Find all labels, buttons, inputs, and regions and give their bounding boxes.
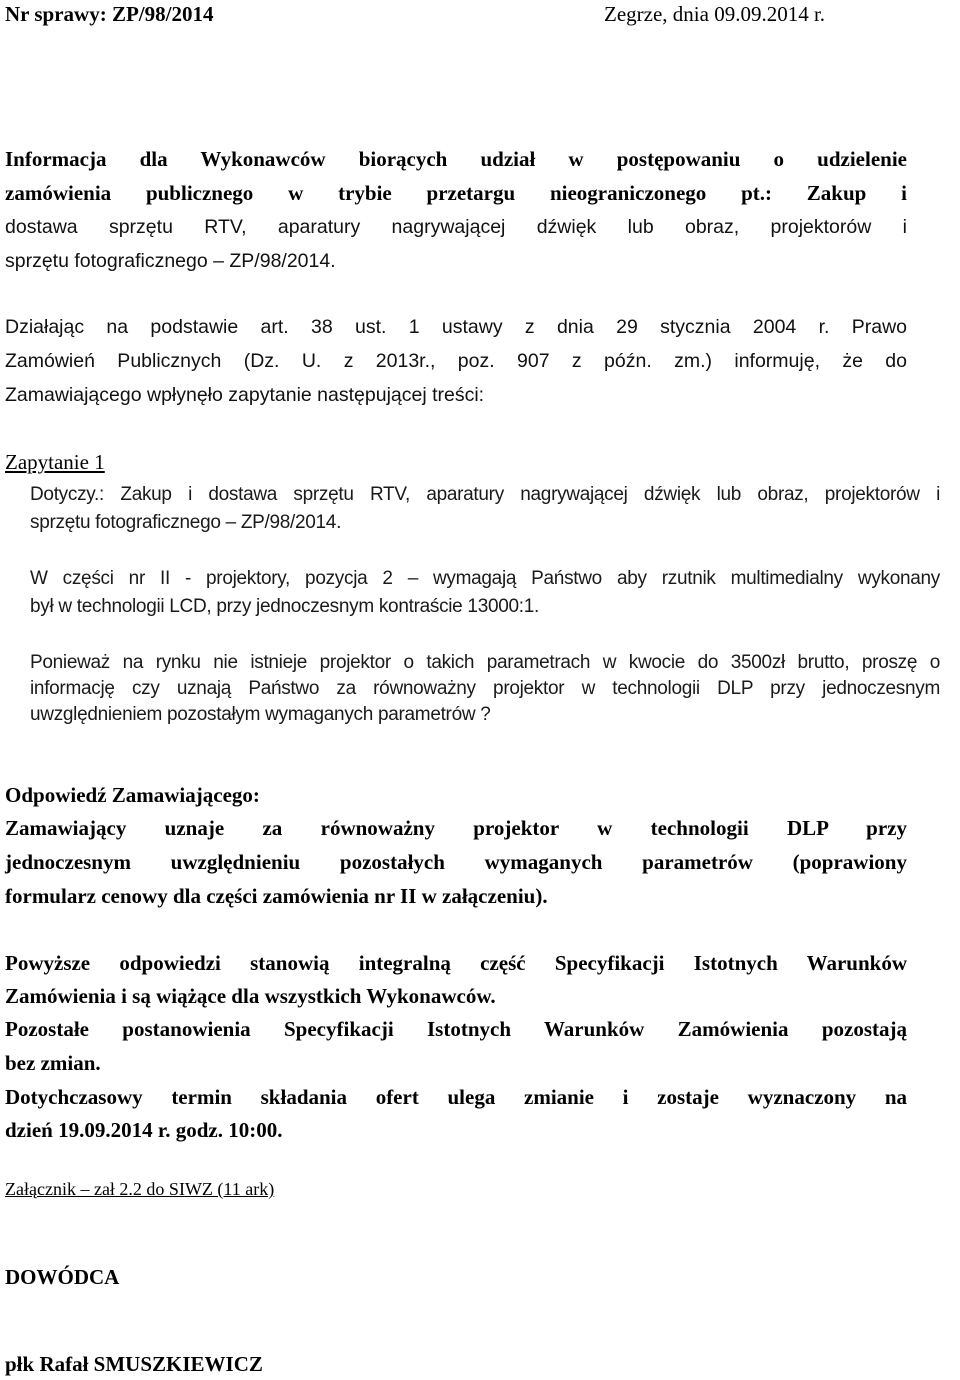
- scan-line: był w technologii LCD, przy jednoczesnym kontraście 13000:1.: [30, 596, 539, 617]
- closing-line: Dotychczasowy termin składania ofert ulega zmianie i zostaje wyznaczony na: [5, 1085, 907, 1109]
- title-line: zamówienia publicznego w trybie przetargu nieograniczonego pt.: Zakup i: [5, 181, 907, 205]
- place-date: Zegrze, dnia 09.09.2014 r.: [604, 2, 826, 26]
- closing-line: Zamówienia i są wiążące dla wszystkich Wykonawców.: [5, 984, 496, 1008]
- answer-line: formularz cenowy dla części zamówienia nr II w załączeniu).: [5, 884, 548, 908]
- closing-line: bez zmian.: [5, 1051, 101, 1075]
- intro-line: Działając na podstawie art. 38 ust. 1 ustawy z dnia 29 stycznia 2004 r. Prawo: [5, 316, 907, 338]
- closing-line: dzień 19.09.2014 r. godz. 10:00.: [5, 1118, 283, 1142]
- answer-heading: Odpowiedź Zamawiającego:: [5, 783, 260, 807]
- signature-role: DOWÓDCA: [5, 1265, 120, 1289]
- scan-line: informację czy uznają Państwo za równoważny projektor w technologii DLP przy jednoczesnym: [30, 678, 940, 699]
- scanned-inquiry: [20, 476, 955, 738]
- answer-line: Zamawiający uznaje za równoważny projektor w technologii DLP przy: [5, 816, 907, 840]
- case-number: Nr sprawy: ZP/98/2014: [5, 2, 214, 26]
- intro-line: Zamówień Publicznych (Dz. U. z 2013r., poz. 907 z późn. zm.) informuję, że do: [5, 350, 907, 372]
- scan-line: uwzględnieniem pozostałym wymaganych parametrów ?: [30, 704, 491, 725]
- attachment-link[interactable]: Załącznik – zał 2.2 do SIWZ (11 ark): [5, 1179, 275, 1199]
- answer-line: jednoczesnym uwzględnieniu pozostałych wymaganych parametrów (poprawiony: [5, 850, 907, 874]
- intro-line: Zamawiającego wpłynęło zapytanie następującej treści:: [5, 384, 485, 406]
- scan-line: Ponieważ na rynku nie istnieje projektor o takich parametrach w kwocie do 3500zł brutto, proszę o: [30, 652, 940, 673]
- title-line: sprzętu fotograficznego – ZP/98/2014.: [5, 250, 336, 272]
- question-heading: Zapytanie 1: [5, 450, 105, 474]
- title-line: Informacja dla Wykonawców biorących udział w postępowaniu o udzielenie: [5, 147, 907, 171]
- title-line: dostawa sprzętu RTV, aparatury nagrywającej dźwięk lub obraz, projektorów i: [5, 216, 907, 238]
- closing-line: Pozostałe postanowienia Specyfikacji Istotnych Warunków Zamówienia pozostają: [5, 1017, 907, 1041]
- closing-line: Powyższe odpowiedzi stanowią integralną część Specyfikacji Istotnych Warunków: [5, 951, 907, 975]
- scan-line: sprzętu fotograficznego – ZP/98/2014.: [30, 512, 342, 533]
- signature-name: płk Rafał SMUSZKIEWICZ: [5, 1352, 263, 1376]
- scan-line: Dotyczy.: Zakup i dostawa sprzętu RTV, aparatury nagrywającej dźwięk lub obraz, projektorów i: [30, 484, 940, 505]
- scan-line: W części nr II - projektory, pozycja 2 – wymagają Państwo aby rzutnik multimedialny wykonany: [30, 568, 940, 589]
